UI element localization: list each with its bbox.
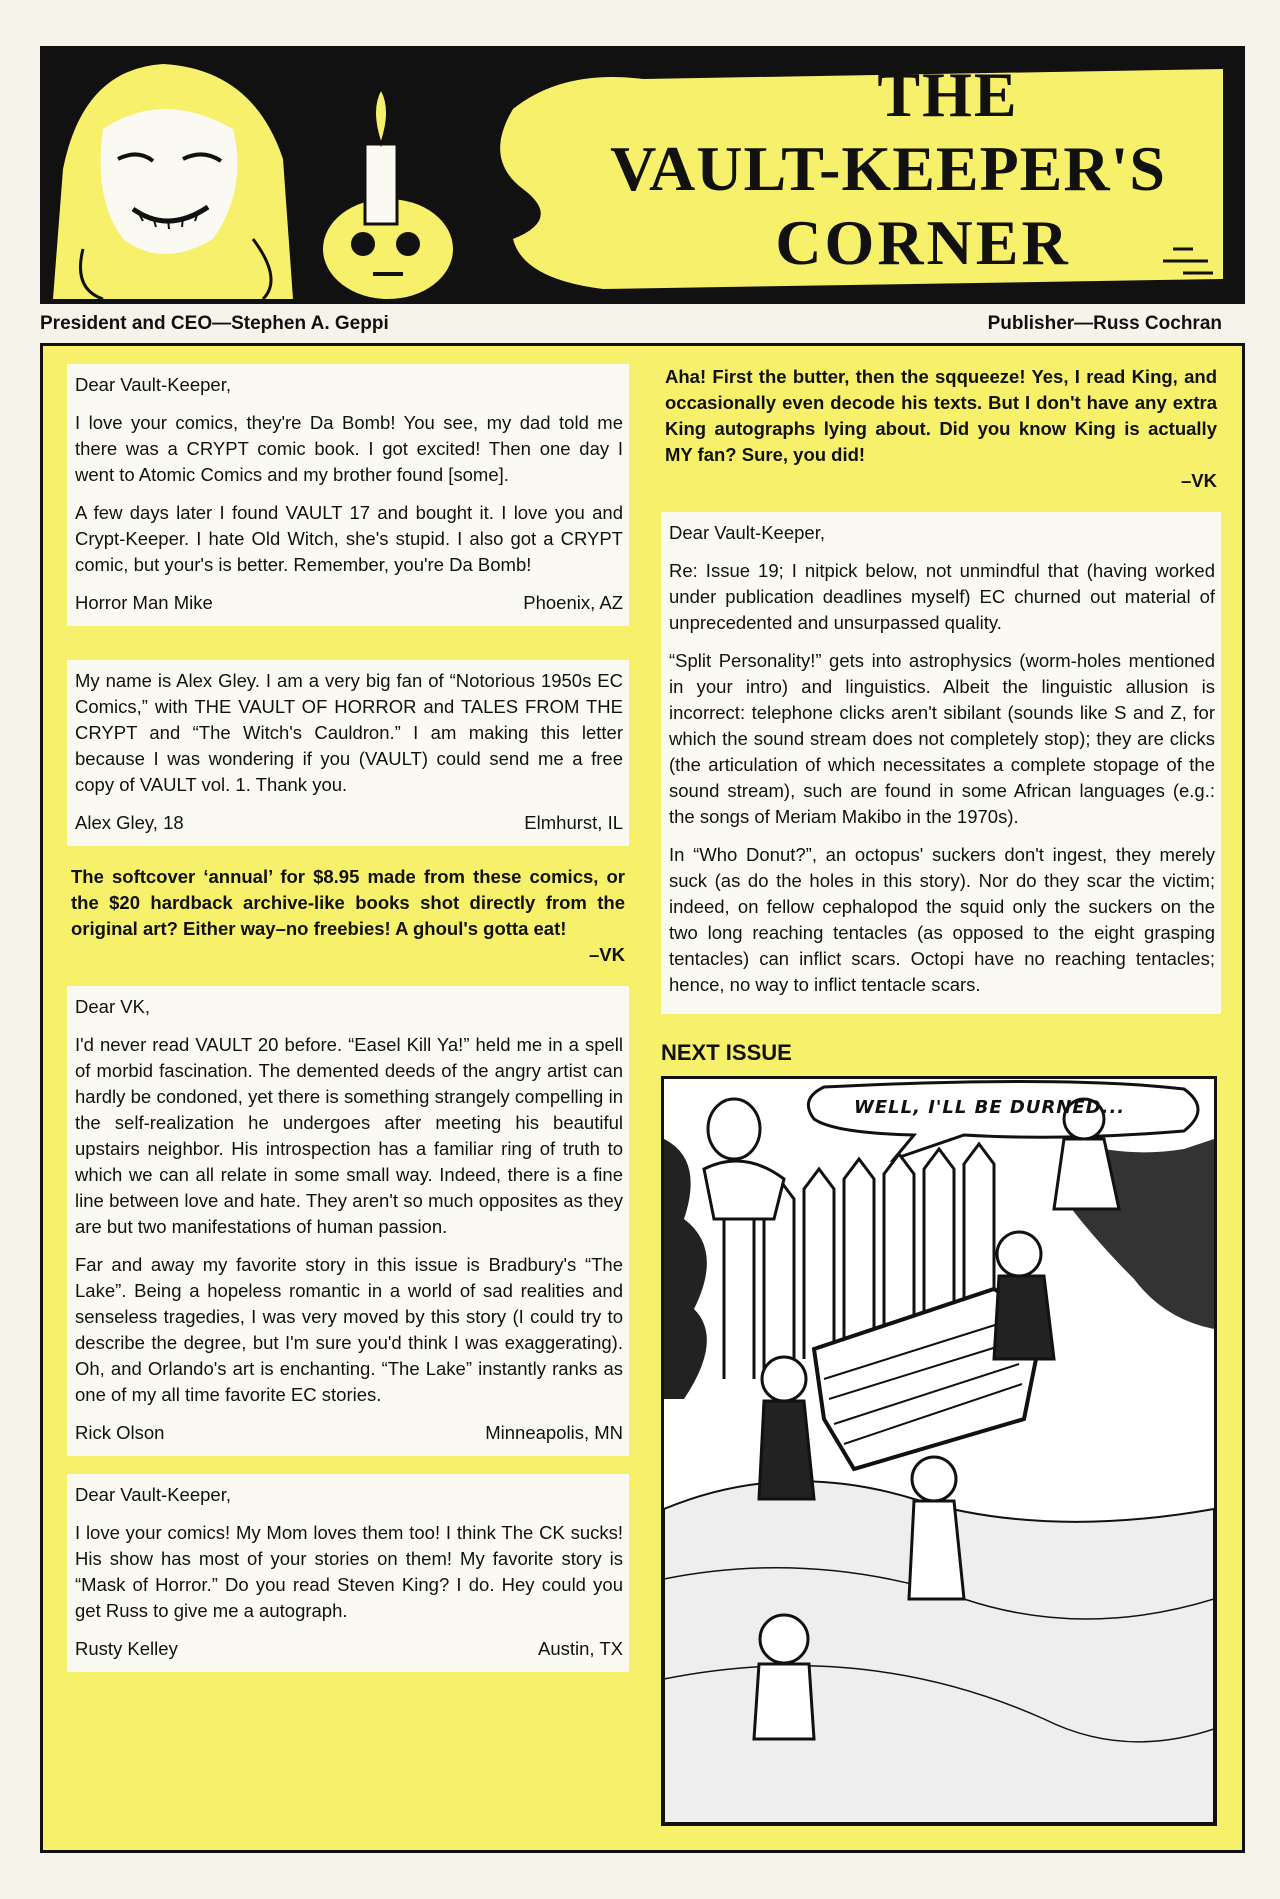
president-credit: President and CEO—Stephen A. Geppi xyxy=(40,313,389,334)
letter-paragraph: I love your comics, they're Da Bomb! You see, my dad told me there was a CRYPT comic book. I got excited! Then one day I went to Atomic Comics and my brother found [some]. xyxy=(75,412,623,485)
speech-balloon-text: WELL, I'LL BE DURNED... xyxy=(854,1097,1126,1118)
letter-paragraph: In “Who Donut?”, an octopus' suckers don't ingest, they merely suck (as do the holes in this story). Nor do they scar the victim; indeed, on fellow cephalopod the squid only the suckers on the two long reaching tentacles (as opposed to the eight grasping tentacles) can inflict scars. Octopi have no reaching tentacles; hence, no way to inflict tentacle scars. xyxy=(669,844,1215,995)
letter-signature xyxy=(75,1420,623,1446)
vk-reply-text: Aha! First the butter, then the sqqueeze! Yes, I read King, and occasionally even decode his texts. But I don't have any extra King autographs lying about. Did you know King is actually MY fan? Sure, you did! xyxy=(665,366,1217,465)
left-column xyxy=(67,364,629,1672)
letter-location: Minneapolis, MN xyxy=(485,1422,623,1443)
vk-signature: –VK xyxy=(589,944,625,965)
letter-salutation: Dear Vault-Keeper, xyxy=(669,522,825,543)
letter-paragraph: I'd never read VAULT 20 before. “Easel Kill Ya!” held me in a spell of morbid fascination. The demented deeds of the angry artist can hardly be condoned, yet there is something strangely compelling in the self-realization he undergoes after meeting his beautiful upstairs neighbor. His introspection has a familiar ring of truth to which we can all relate in some small way. Indeed, there is a fine line between love and hate. They aren't so much opposites as they are but two manifestations of human passion. xyxy=(75,1034,623,1237)
letter-salutation: Dear Vault-Keeper, xyxy=(75,374,231,395)
title-line-2: VAULT-KEEPER'S xyxy=(610,133,1166,204)
vk-reply-annual xyxy=(67,864,629,968)
letter-paragraph: Far and away my favorite story in this issue is Bradbury's “The Lake”. Being a hopeless romantic in a world of sad realities and senseless tragedies, I was very moved by this story (I could try to describe the degree, but I'm sure you'd think I was exaggerating). Oh, and Orlando's art is enchanting. “The Lake” instantly ranks as one of my all time favorite EC stories. xyxy=(75,1254,623,1405)
vk-reply-king xyxy=(661,364,1221,494)
letter-signature xyxy=(75,810,623,836)
letter-salutation: Dear Vault-Keeper, xyxy=(75,1484,231,1505)
header-banner xyxy=(40,46,1245,304)
letter-paragraph: I love your comics! My Mom loves them too! I think The CK sucks! His show has most of your stories on them! My favorite story is “Mask of Horror.” Do you read Steven King? I do. Hey could you get Russ to give me a autograph. xyxy=(75,1522,623,1621)
title-line-3: CORNER xyxy=(775,207,1071,278)
letter-horror-man-mike xyxy=(67,364,629,626)
title-line-1: THE xyxy=(877,59,1019,130)
letter-rusty-kelley xyxy=(67,1474,629,1672)
letter-author: Rick Olson xyxy=(75,1422,165,1443)
letter-signature xyxy=(75,1636,623,1662)
letter-salutation: Dear VK, xyxy=(75,996,151,1017)
banner-title xyxy=(543,59,1233,278)
letter-location: Phoenix, AZ xyxy=(523,592,623,613)
letter-alex-gley xyxy=(67,660,629,846)
publisher-credit: Publisher—Russ Cochran xyxy=(987,313,1222,334)
letter-location: Austin, TX xyxy=(537,1638,623,1659)
letter-signature xyxy=(75,590,623,616)
letter-author: Alex Gley, 18 xyxy=(75,812,184,833)
next-issue-comic-panel xyxy=(661,1076,1217,1826)
letter-author: Horror Man Mike xyxy=(75,592,213,613)
letter-author: Rusty Kelley xyxy=(75,1638,178,1659)
vk-signature: –VK xyxy=(1181,470,1217,491)
vk-reply-text: The softcover ‘annual’ for $8.95 made from these comics, or the $20 hardback archive-like books shot directly from the original art? Either way–no freebies! A ghoul's gotta eat! xyxy=(71,866,625,939)
right-column xyxy=(661,364,1221,1826)
next-issue-heading: NEXT ISSUE xyxy=(661,1040,792,1065)
letter-paragraph: A few days later I found VAULT 17 and bought it. I love you and Crypt-Keeper. I hate Old Witch, she's stupid. I also got a CRYPT comic, but your's is better. Remember, you're Da Bomb! xyxy=(75,502,623,575)
letter-paragraph: My name is Alex Gley. I am a very big fan of “Notorious 1950s EC Comics,” with THE VAULT OF HORROR and TALES FROM THE CRYPT and “The Witch's Cauldron.” I am making this letter because I was wondering if you (VAULT) could send me a free copy of VAULT vol. 1. Thank you. xyxy=(75,670,623,795)
letter-issue-19-nitpick xyxy=(661,512,1221,1014)
letter-paragraph: “Split Personality!” gets into astrophysics (worm-holes mentioned in your intro) and linguistics. Albeit the linguistic allusion is incorrect: telephone clicks aren't sibilant (sounds like S and Z, for which the sound stream does not completely stop); they are clicks (the articulation of which necessitates a complete stopage of the sound stream), such are found in some African languages (e.g.: the songs of Meriam Makibo in the 1970s). xyxy=(669,650,1215,827)
letters-panel xyxy=(40,343,1245,1853)
comic-illustration xyxy=(664,1079,1214,1823)
letter-rick-olson xyxy=(67,986,629,1456)
letter-paragraph: Re: Issue 19; I nitpick below, not unmindful that (having worked under publication deadlines myself) EC churned out material of unprecedented and unsurpassed quality. xyxy=(669,560,1215,633)
letter-location: Elmhurst, IL xyxy=(524,812,623,833)
